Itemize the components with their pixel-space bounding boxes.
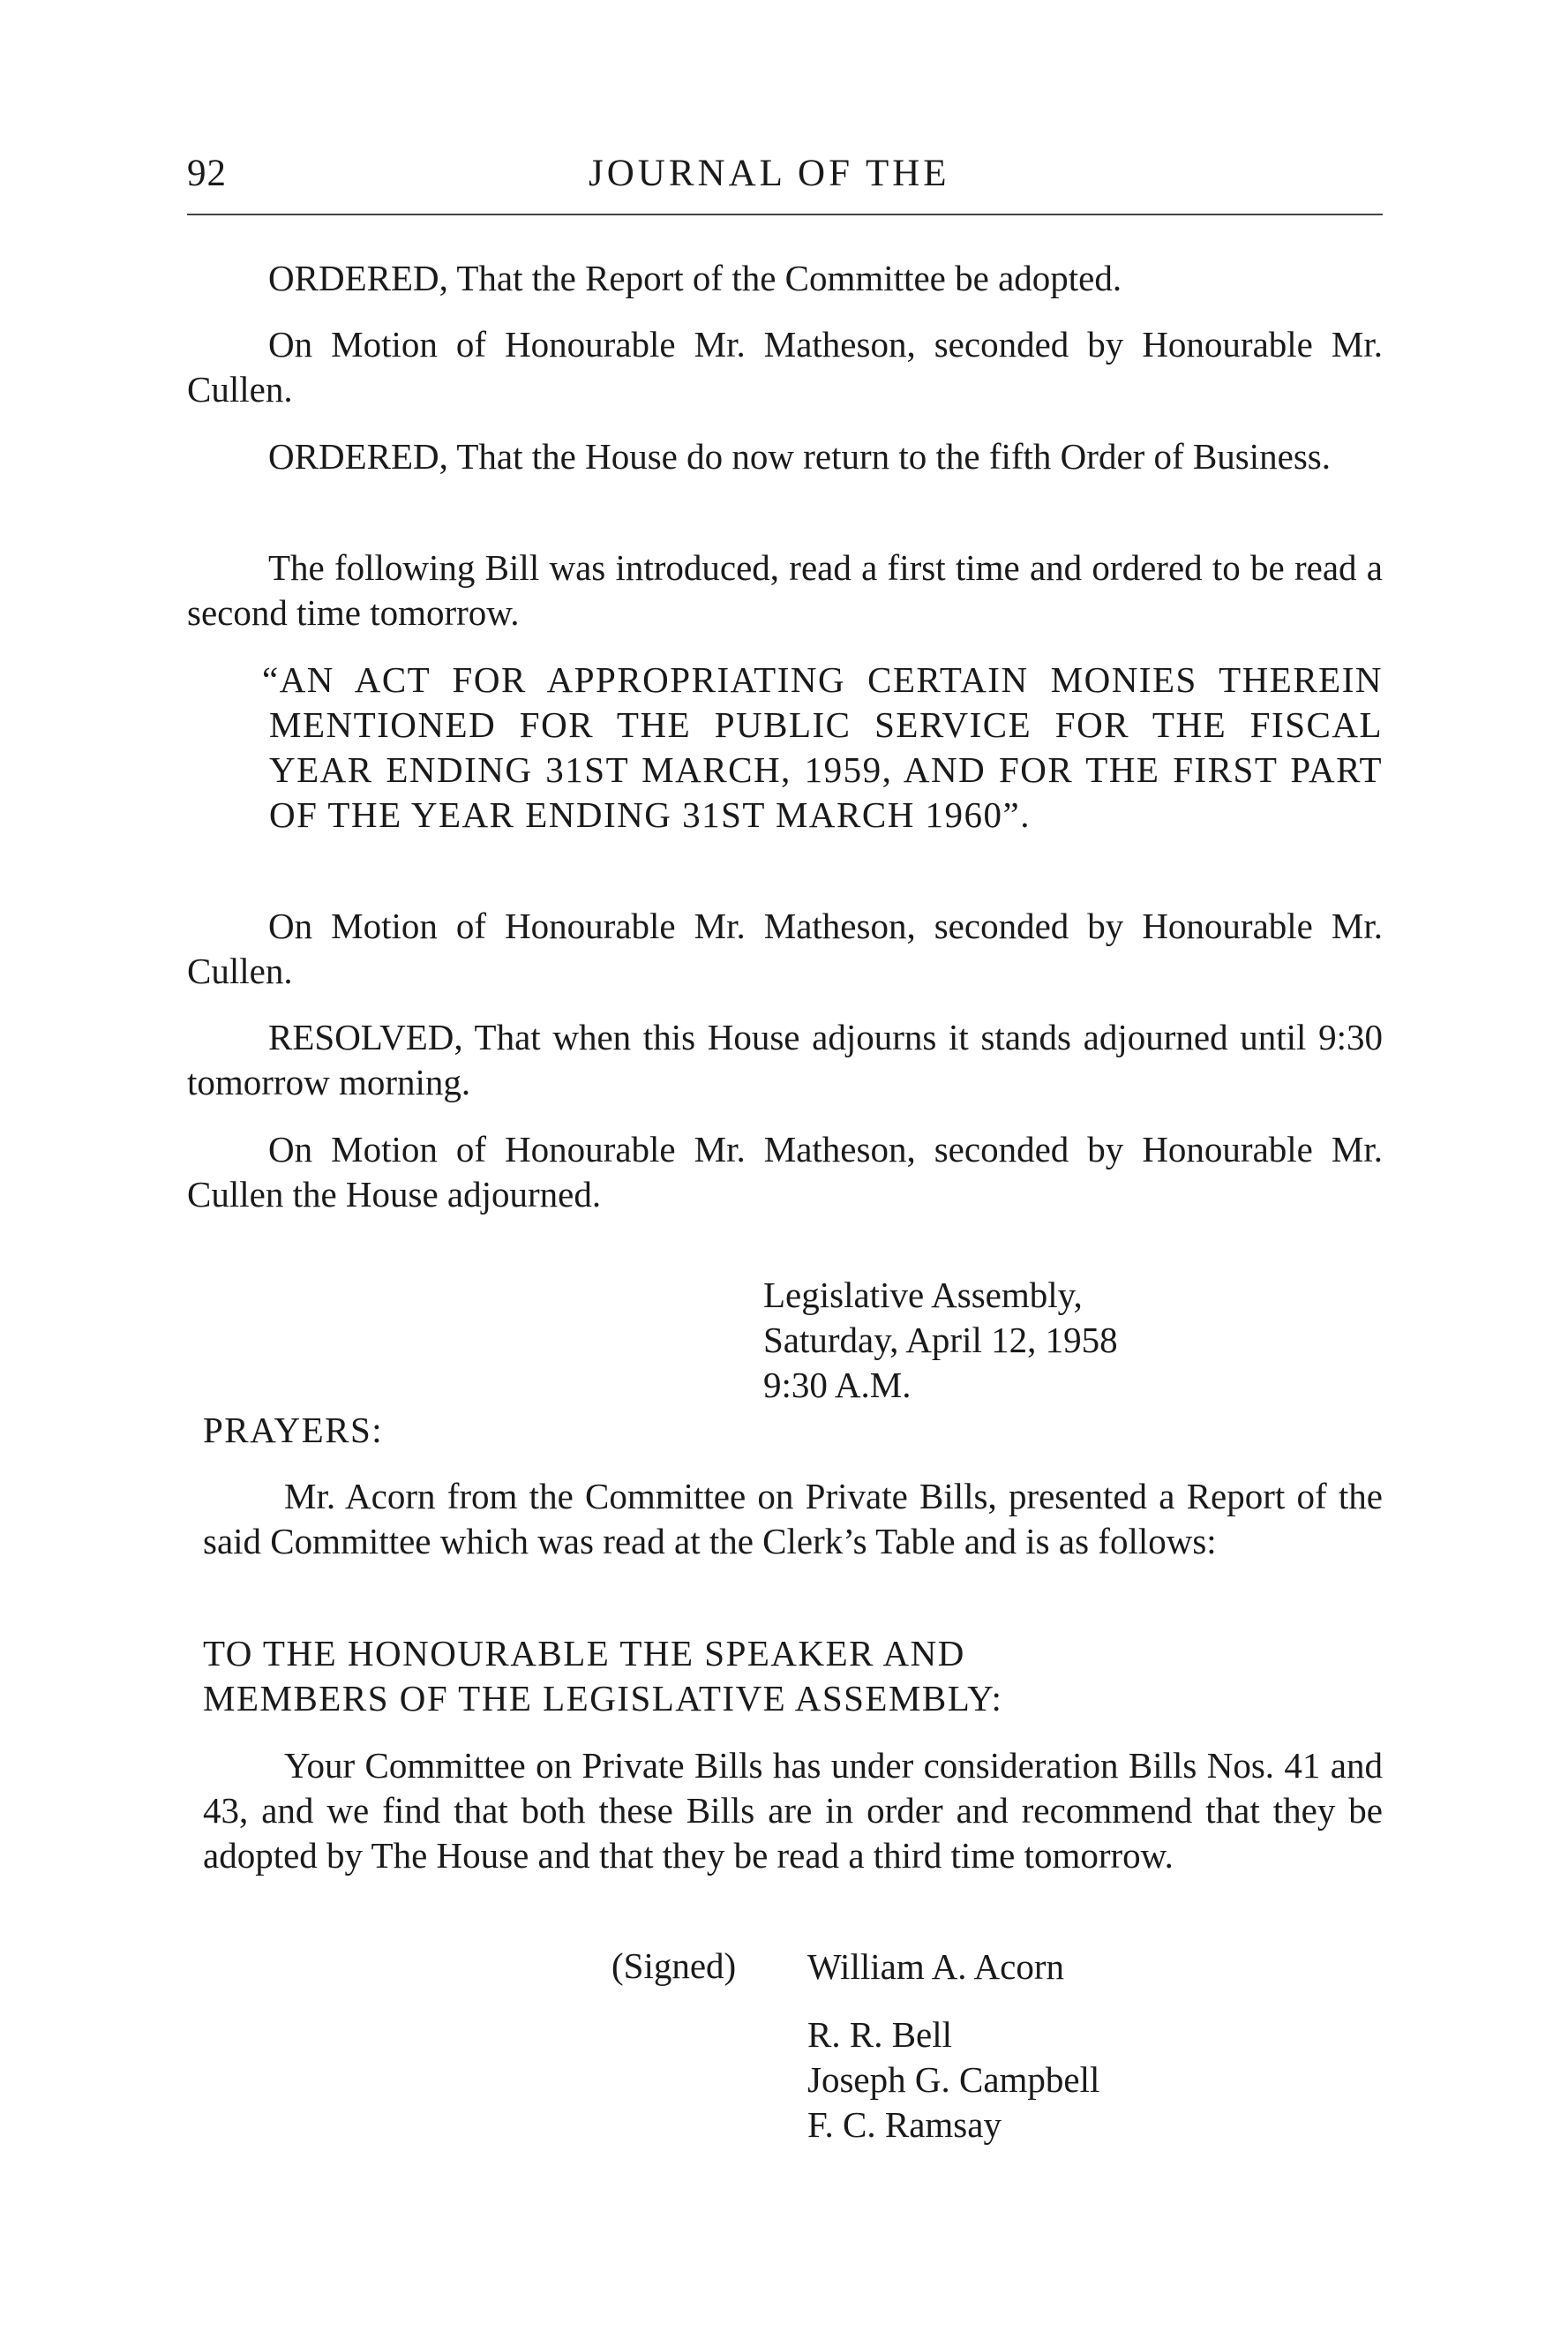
bill-title: “AN ACT FOR APPROPRIATING CERTAIN MONIES THEREIN MENTIONED FOR THE PUBLIC SERVICE FOR THE FISCAL YEAR ENDING 31ST MARCH, 1959, AND FOR THE FIRST PART OF THE YEAR ENDING 31ST MARCH 1960”. bbox=[262, 659, 1383, 835]
running-head: JOURNAL OF THE bbox=[589, 153, 950, 194]
header-rule bbox=[187, 214, 1383, 215]
prayers-heading: PRAYERS: bbox=[203, 1410, 384, 1450]
signed-label: (Signed) bbox=[611, 1945, 737, 1986]
page-number: 92 bbox=[187, 153, 227, 194]
dateline-date: Saturday, April 12, 1958 bbox=[763, 1320, 1118, 1360]
signatory-name: F. C. Ramsay bbox=[807, 2104, 1002, 2145]
signatory-name: R. R. Bell bbox=[807, 2014, 953, 2055]
paragraph-ordered-report: ORDERED, That the Report of the Committee be adopted. bbox=[268, 258, 1122, 298]
paragraph-motion-adjourned: On Motion of Honourable Mr. Matheson, seconded by Honourable Mr. Cullen the House adjourned. bbox=[187, 1129, 1383, 1215]
dateline-time: 9:30 A.M. bbox=[763, 1365, 912, 1405]
paragraph-ordered-return: ORDERED, That the House do now return to the fifth Order of Business. bbox=[268, 436, 1331, 477]
address-line-1: TO THE HONOURABLE THE SPEAKER AND bbox=[203, 1633, 965, 1673]
paragraph-motion-1: On Motion of Honourable Mr. Matheson, seconded by Honourable Mr. Cullen. bbox=[187, 324, 1383, 410]
paragraph-bill-introduced: The following Bill was introduced, read a first time and ordered to be read a second time tomorrow. bbox=[187, 547, 1383, 633]
signatory-name: Joseph G. Campbell bbox=[807, 2059, 1100, 2100]
page-header bbox=[187, 152, 1383, 214]
paragraph-motion-2: On Motion of Honourable Mr. Matheson, seconded by Honourable Mr. Cullen. bbox=[187, 906, 1383, 991]
paragraph-resolved: RESOLVED, That when this House adjourns it stands adjourned until 9:30 tomorrow morning. bbox=[187, 1017, 1383, 1102]
signatory-name: William A. Acorn bbox=[807, 1946, 1065, 1987]
dateline-assembly: Legislative Assembly, bbox=[763, 1275, 1083, 1315]
paragraph-committee-report: Mr. Acorn from the Committee on Private Bills, presented a Report of the said Committee which was read at the Clerk’s Table and is as follows: bbox=[203, 1476, 1383, 1561]
paragraph-committee-findings: Your Committee on Private Bills has under consideration Bills Nos. 41 and 43, and we find that both these Bills are in order and recommend that they be adopted by The House and that they be read a third time tomorrow. bbox=[203, 1745, 1383, 1876]
address-line-2: MEMBERS OF THE LEGISLATIVE ASSEMBLY: bbox=[203, 1678, 1003, 1719]
